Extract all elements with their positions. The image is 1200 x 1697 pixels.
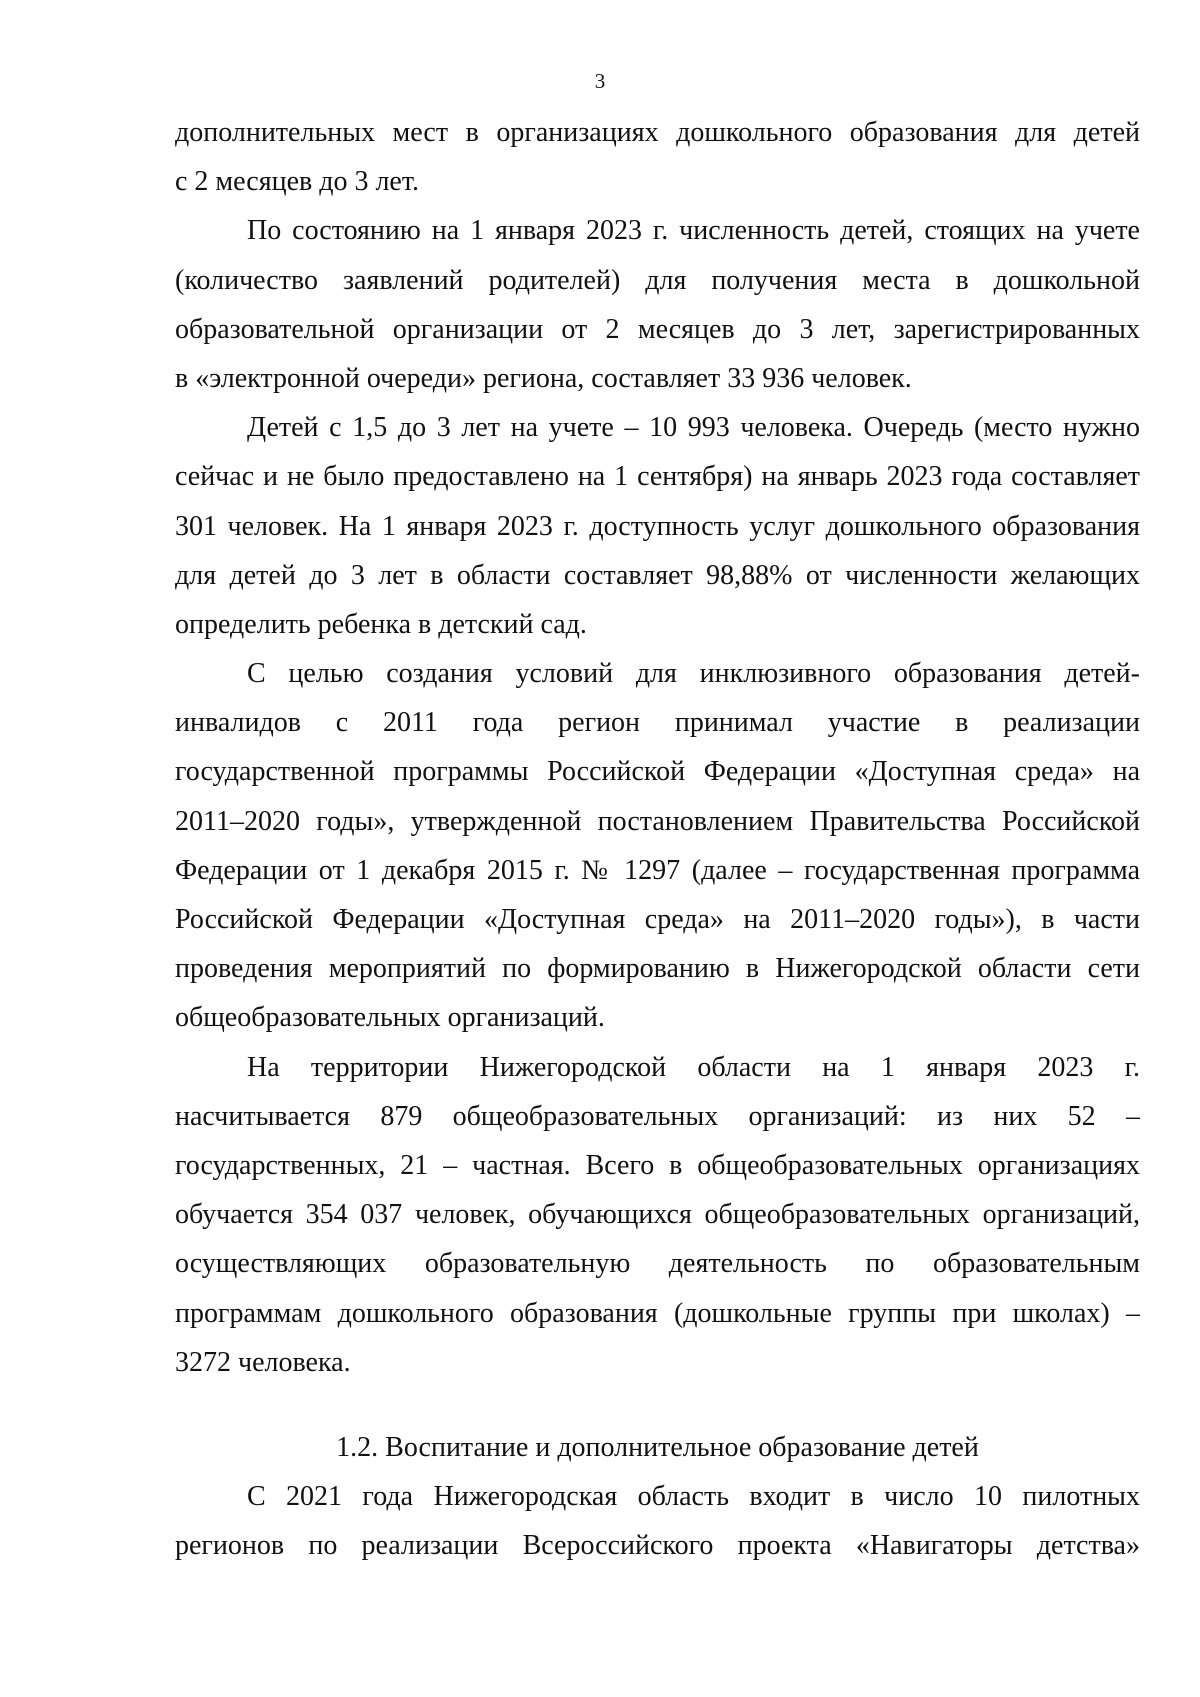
text-line: определить ребенка в детский сад.: [175, 608, 587, 640]
text-line: в «электронной очереди» региона, составляет 33 936 человек.: [175, 362, 912, 394]
text-line: государственных, 21 – частная. Всего в общеобразовательных организациях: [175, 1149, 1140, 1181]
text-line: проведения мероприятий по формированию в Нижегородской области сети: [175, 953, 1140, 985]
paragraph: [175, 1472, 1140, 1570]
text-line: для детей до 3 лет в области составляет 98,88% от численности желающих: [175, 559, 1140, 591]
text-line: регионов по реализации Всероссийского проекта «Навигаторы детства»: [175, 1530, 1140, 1562]
text-line: Федерации от 1 декабря 2015 г. № 1297 (далее – государственная программа: [175, 854, 1140, 886]
paragraph: [175, 403, 1140, 649]
paragraph: [175, 108, 1140, 206]
text-line: Детей с 1,5 до 3 лет на учете – 10 993 человека. Очередь (место нужно: [247, 412, 1140, 444]
section-heading: 1.2. Воспитание и дополнительное образование детей: [336, 1431, 979, 1463]
text-line: На территории Нижегородской области на 1 января 2023 г.: [247, 1051, 1140, 1083]
text-line: общеобразовательных организаций.: [175, 1002, 605, 1034]
paragraph: [175, 206, 1140, 403]
text-line: С 2021 года Нижегородская область входит в число 10 пилотных: [247, 1481, 1140, 1513]
text-line: сейчас и не было предоставлено на 1 сентября) на январь 2023 года составляет: [175, 461, 1140, 493]
text-line: государственной программы Российской Федерации «Доступная среда» на: [175, 756, 1140, 788]
text-line: 2011–2020 годы», утвержденной постановлением Правительства Российской: [175, 805, 1140, 837]
text-line: 301 человек. На 1 января 2023 г. доступность услуг дошкольного образования: [175, 510, 1140, 542]
text-line: (количество заявлений родителей) для получения места в дошкольной: [175, 264, 1140, 296]
text-line: По состоянию на 1 января 2023 г. численность детей, стоящих на учете: [247, 215, 1140, 247]
text-line: 3272 человека.: [175, 1346, 351, 1378]
text-line: насчитывается 879 общеобразовательных организаций: из них 52 –: [175, 1100, 1140, 1132]
text-line: обучается 354 037 человек, обучающихся общеобразовательных организаций,: [175, 1199, 1140, 1231]
text-line: программам дошкольного образования (дошкольные группы при школах) –: [175, 1297, 1140, 1329]
paragraph: [175, 649, 1140, 1043]
document-body: [175, 108, 1140, 1570]
text-line: инвалидов с 2011 года регион принимал участие в реализации: [175, 707, 1140, 739]
text-line: осуществляющих образовательную деятельность по образовательным: [175, 1248, 1140, 1280]
text-line: образовательной организации от 2 месяцев до 3 лет, зарегистрированных: [175, 313, 1140, 345]
page-number: 3: [594, 69, 606, 93]
text-line: с 2 месяцев до 3 лет.: [175, 166, 419, 198]
paragraph: [175, 1043, 1140, 1387]
text-line: Российской Федерации «Доступная среда» на 2011–2020 годы»), в части: [175, 904, 1140, 935]
text-line: С целью создания условий для инклюзивного образования детей-: [247, 658, 1140, 690]
text-line: дополнительных мест в организациях дошкольного образования для детей: [175, 117, 1140, 148]
